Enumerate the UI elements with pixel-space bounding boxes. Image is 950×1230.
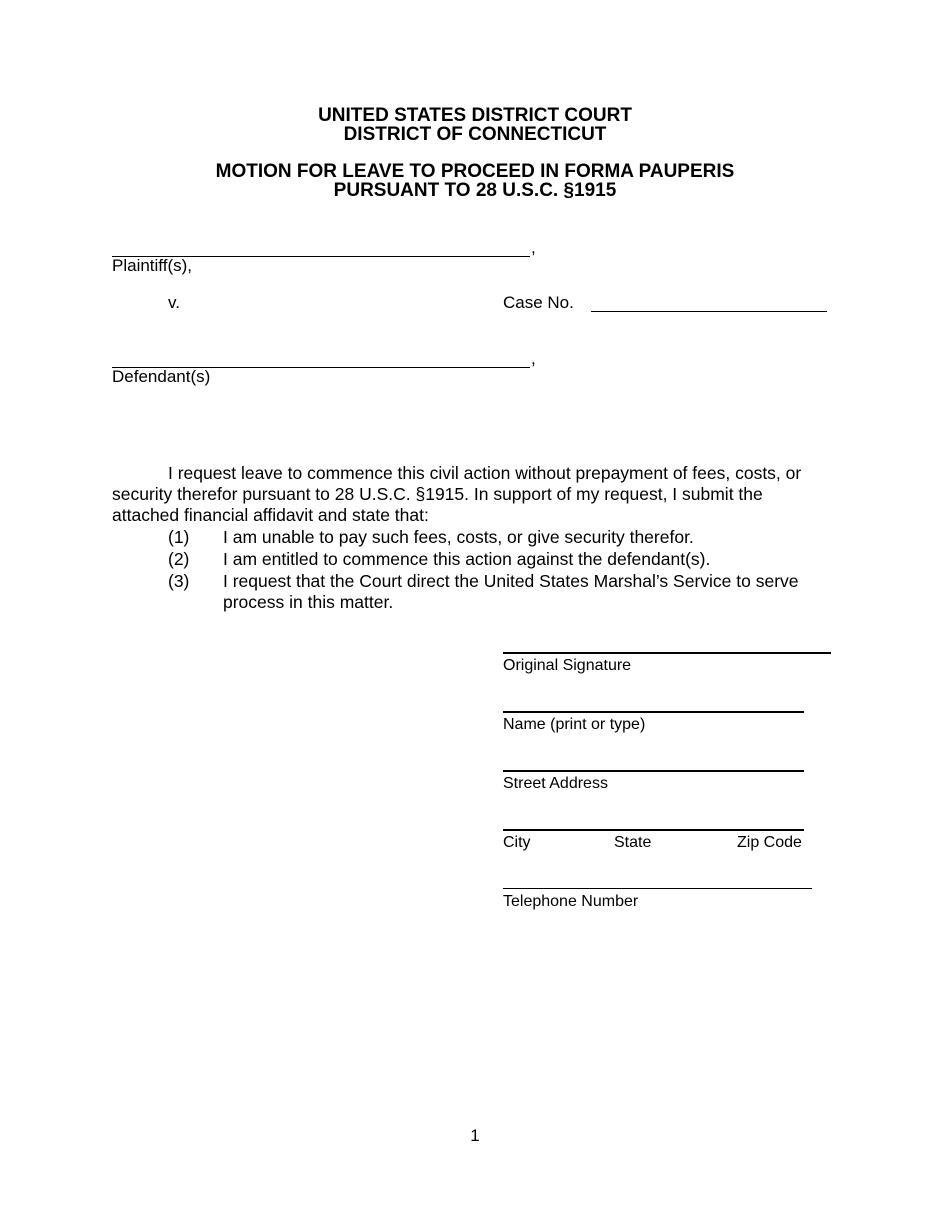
case-number-line[interactable] [591,311,827,312]
plaintiff-label: Plaintiff(s), [112,256,192,275]
item-text: I am entitled to commence this action against the defendant(s). [223,549,711,569]
name-label: Name (print or type) [503,716,646,733]
court-district: DISTRICT OF CONNECTICUT [343,124,607,145]
item-text: I request that the Court direct the United States Marshal’s Service to serve process in this matter. [223,571,799,612]
court-name: UNITED STATES DISTRICT COURT [318,105,632,126]
item-number: (3) [168,571,190,591]
city-label: City [503,834,531,851]
defendant-comma: , [531,349,536,368]
item-number: (1) [168,527,190,547]
signature-label: Original Signature [503,657,632,674]
signature-line[interactable] [503,652,831,654]
defendant-label: Defendant(s) [112,367,211,386]
zip-code-label: Zip Code [737,834,802,851]
case-number-label: Case No. [503,293,574,312]
request-paragraph: I request leave to commence this civil action without prepayment of fees, costs, or security therefor pursuant to 28 U.S.C. §1915. In support of my request, I submit the attached financial affidavit and state that: [112,463,802,525]
versus-label: v. [168,293,180,312]
plaintiff-comma: , [531,238,536,257]
telephone-line[interactable] [503,888,812,889]
city-state-zip-line[interactable] [503,829,804,831]
document-title: MOTION FOR LEAVE TO PROCEED IN FORMA PAUPERIS [215,161,735,182]
name-line[interactable] [503,711,804,713]
page-number: 1 [470,1126,480,1145]
street-address-line[interactable] [503,770,804,772]
telephone-label: Telephone Number [503,893,639,910]
street-address-label: Street Address [503,775,608,792]
document-subtitle: PURSUANT TO 28 U.S.C. §1915 [333,180,617,201]
state-label: State [614,834,652,851]
item-text: I am unable to pay such fees, costs, or give security therefor. [223,527,694,547]
item-number: (2) [168,549,190,569]
